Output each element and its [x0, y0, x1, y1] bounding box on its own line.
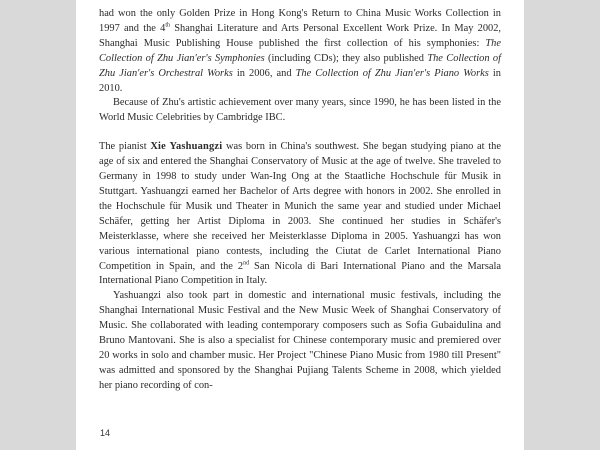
paragraph-zhu-publications: had won the only Golden Prize in Hong Kong's Return to China Music Works Collection in 1997 and the 4th Shanghai Literature and Arts Personal Excellent Work Prize. In May 2002, Shanghai Music Publishing House published the first collection of his symphonies: The Collection of Zhu Jian'er's Symphonies (including CDs); they also published The Collection of Zhu Jian'er's Orchestral Works in 2006, and The Collection of Zhu Jian'er's Piano Works in 2010. — [99, 8, 501, 94]
book-title-orchestral: The Collection of Zhu Jian'er's Orchestral Works — [99, 52, 501, 79]
book-page — [76, 0, 524, 450]
paragraph-xie-festivals: Yashuangzi also took part in domestic and international music festivals, including the Shanghai International Music Festival and the New Music Week of Shanghai Conservatory of Music. She collaborated with leading contemporary composers such as Sofia Gubaidulina and Bruno Mantovani. She is also a specialist for Chinese contemporary music and premiered over 20 works in solo and chamber music. Her Project "Chinese Piano Music from 1980 till Present" was admitted and sponsored by the Shanghai Pujiang Talents Scheme in 2008, which yielded her piano recording of con- — [99, 290, 501, 391]
book-title-symphonies: The Collection of Zhu Jian'er's Symphonies — [99, 37, 501, 64]
body-text — [99, 7, 501, 394]
book-title-piano: The Collection of Zhu Jian'er's Piano Works — [295, 67, 489, 79]
pianist-name: Xie Yashuangzi — [150, 141, 223, 153]
paragraph-xie-biography: The pianist Xie Yashuangzi was born in China's southwest. She began studying piano at the age of six and entered the Shanghai Conservatory of Music at the age of twelve. She traveled to Germany in 1998 to study under Wan-Ing Ong at the Staatliche Hochschule für Musik in Stuttgart. Yashuangzi earned her Bachelor of Arts degree with honors in 2002. She enrolled in the Hochschule für Musik und Theater in Munich the same year and studied under Michael Schäfer, getting her Artist Diploma in 2003. She continued her studies in Schäfer's Meisterklasse, where she received her Meisterklasse Diploma in 2005. Yashuangzi has won various international piano contests, including the Ciutat de Carlet International Piano Competition in Spain, and the 2nd San Nicola di Bari International Piano and the Marsala International Piano Competition in Italy. — [99, 141, 501, 287]
page-number: 14 — [100, 428, 111, 438]
paragraph-zhu-recognition: Because of Zhu's artistic achievement over many years, since 1990, he has been listed in the World Music Celebrities by Cambridge IBC. — [99, 97, 501, 124]
